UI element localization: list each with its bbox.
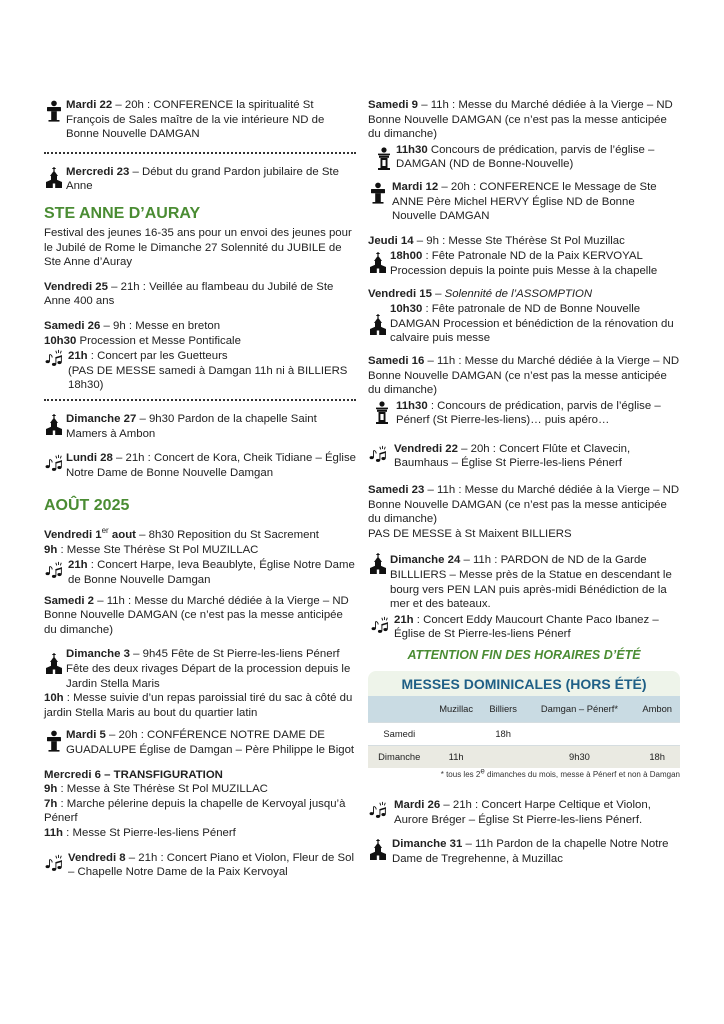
masses-table: [368, 696, 680, 768]
table-cell: 11h: [431, 746, 482, 769]
table-footnote: * tous les 2e dimanches du mois, messe à Pénerf et non à Damgan: [440, 766, 680, 780]
music-notes-icon: [368, 800, 388, 822]
section-title-ste-anne: STE ANNE D’AURAY: [44, 204, 201, 222]
table-header: Billiers: [482, 696, 525, 723]
chapel-icon: [368, 252, 388, 274]
event-festival-jeunes: Festival des jeunes 16-35 ans pour un envoi des jeunes pour le Jubilé de Rome le Dimanche 27 Solennité du JUBILE de Ste Anne d’Auray: [44, 226, 352, 269]
table-cell: Samedi: [368, 723, 431, 746]
event-samedi-26: Samedi 26 – 9h : Messe en breton 10h30 Procession et Messe Pontificale 21h : Concert par les Guetteurs (PAS DE MESSE samedi à Damgan 11h ni à BILLIERS 18h30): [44, 319, 356, 393]
preaching-sub-entry: 11h30 : Concours de prédication, parvis de l’église – Pénerf (St Pierre-les-liens)… puis apéro…: [368, 399, 680, 428]
preaching-sub-entry: 11h30 Concours de prédication, parvis de l’église – DAMGAN (ND de Bonne-Nouvelle): [368, 143, 680, 172]
table-header: Damgan – Pénerf*: [525, 696, 635, 723]
speaker-icon: [44, 730, 64, 752]
preacher-pulpit-icon: [374, 147, 394, 169]
event-lundi-28: Lundi 28 – 21h : Concert de Kora, Cheik Tidiane – Église Notre Dame de Bonne Nouvelle Damgan: [44, 451, 356, 480]
table-cell: 18h: [634, 746, 680, 769]
event-samedi-9: Samedi 9 – 11h : Messe du Marché dédiée à la Vierge – ND Bonne Nouvelle DAMGAN (ce n’est pas la messe anticipée du dimanche) 11h30 Concours de prédication, parvis de l’église – DAMGAN (ND de Bonne-Nouvelle): [368, 98, 680, 172]
chapel-icon: [368, 553, 388, 575]
masses-table-title: MESSES DOMINICALES (HORS ÉTÉ): [368, 671, 680, 697]
chapel-icon: [44, 167, 64, 189]
table-cell: [634, 723, 680, 746]
table-header: [368, 696, 431, 723]
event-samedi-16: Samedi 16 – 11h : Messe du Marché dédiée à la Vierge – ND Bonne Nouvelle DAMGAN (ce n’est pas la messe anticipée du dimanche) 11h30 : Concours de prédication, parvis de l’église – Pénerf (St Pierre-les-liens)… puis apéro…: [368, 354, 680, 427]
music-notes-icon: [44, 453, 64, 475]
table-header-row: [368, 696, 680, 723]
event-mercredi-6: Mercredi 6 – TRANSFIGURATION 9h : Messe à Ste Thérèse St Pol MUZILLAC 7h : Marche pélerine depuis la chapelle de Kervoyal jusqu’à Pénerf 11h : Messe St Pierre-les-liens Pénerf: [44, 768, 346, 839]
preacher-pulpit-icon: [372, 401, 392, 423]
concert-sub-entry: 21h : Concert par les Guetteurs (PAS DE MESSE samedi à Damgan 11h ni à BILLIERS 18h30): [42, 349, 356, 393]
event-dimanche-24: [368, 553, 680, 642]
table-cell: [431, 723, 482, 746]
event-mercredi-23: Mercredi 23 – Début du grand Pardon jubilaire de Ste Anne: [44, 165, 356, 194]
table-cell: [525, 723, 635, 746]
table-cell: 9h30: [525, 746, 635, 769]
table-cell: [482, 746, 525, 769]
section-title-aout: AOÛT 2025: [44, 497, 130, 515]
fete-sub-entry: 10h30 : Fête patronale de ND de Bonne Nouvelle DAMGAN Procession et bénédiction de la rénovation du calvaire puis messe: [368, 302, 680, 346]
fete-sub-entry: 18h00 : Fête Patronale ND de la Paix KERVOYAL Procession depuis la pointe puis Messe à la chapelle: [368, 249, 680, 278]
chapel-icon: [44, 653, 64, 675]
dotted-divider: [44, 152, 356, 154]
event-vendredi-25: Vendredi 25 – 21h : Veillée au flambeau du Jubilé de Ste Anne 400 ans: [44, 280, 334, 308]
chapel-icon: [368, 314, 388, 336]
music-notes-icon: [44, 853, 64, 875]
attention-notice: ATTENTION FIN DES HORAIRES D’ÉTÉ: [407, 648, 641, 662]
event-samedi-23: Samedi 23 – 11h : Messe du Marché dédiée à la Vierge – ND Bonne Nouvelle DAMGAN (ce n’est pas la messe anticipée du dimanche) PAS DE MESSE à St Maixent BILLIERS: [368, 484, 680, 540]
table-row: [368, 746, 680, 769]
table-cell: 18h: [482, 723, 525, 746]
event-vendredi-1: Vendredi 1er aout – 8h30 Reposition du St Sacrement 9h : Messe Ste Thérèse St Pol MUZILLAC 21h : Concert Harpe, Ieva Beaublyte, Église Notre Dame de Bonne Nouvelle Damgan: [44, 526, 355, 587]
chapel-icon: [44, 414, 64, 436]
speaker-icon: [368, 182, 388, 204]
concert-sub-entry: 21h : Concert Eddy Maucourt Chante Paco Ibanez – Église de St Pierre-les-liens Pénerf: [368, 613, 680, 642]
concert-sub-entry: 21h : Concert Harpe, Ieva Beaublyte, Église Notre Dame de Bonne Nouvelle Damgan: [42, 558, 356, 587]
event-mardi-5: Mardi 5 – 20h : CONFÉRENCE NOTRE DAME DE GUADALUPE Église de Damgan – Père Philippe le Bigot: [44, 728, 356, 757]
table-header: Muzillac: [431, 696, 482, 723]
pardon-sub-entry: Dimanche 24 – 11h : PARDON de ND de la Garde BILLLIERS – Messe près de la Statue en descendant le bourg vers PEN LAN puis après-midi Bénédiction de la mer et des bateaux.: [368, 553, 680, 611]
event-dimanche-31: Dimanche 31 – 11h Pardon de la chapelle Notre Notre Dame de Tregrehenne, à Muzillac: [368, 837, 680, 866]
event-jeudi-14: Jeudi 14 – 9h : Messe Ste Thérèse St Pol Muzillac 18h00 : Fête Patronale ND de la Paix KERVOYAL Procession depuis la pointe puis Messe à la chapelle: [368, 234, 680, 279]
music-notes-icon: [44, 348, 64, 370]
event-mardi-26: Mardi 26 – 21h : Concert Harpe Celtique et Violon, Aurore Bréger – Église St Pierre-les-liens Pénerf.: [368, 798, 680, 827]
music-notes-icon: [44, 560, 64, 582]
event-vendredi-15: Vendredi 15 – Solennité de l’ASSOMPTION 10h30 : Fête patronale de ND de Bonne Nouvelle DAMGAN Procession et bénédiction de la rénovation du calvaire puis messe: [368, 287, 680, 346]
table-row: [368, 723, 680, 746]
chapel-icon: [368, 839, 388, 861]
event-dimanche-27: Dimanche 27 – 9h30 Pardon de la chapelle Saint Mamers à Ambon: [44, 412, 356, 441]
table-header: Ambon: [634, 696, 680, 723]
left-column: [44, 98, 356, 890]
music-notes-icon: [370, 615, 390, 637]
speaker-icon: [44, 100, 64, 122]
event-vendredi-22: Vendredi 22 – 20h : Concert Flûte et Clavecin, Baumhaus – Église St Pierre-les-liens Pénerf: [368, 442, 680, 471]
masses-table-box: [368, 671, 680, 781]
event-dimanche-3: Dimanche 3 – 9h45 Fête de St Pierre-les-liens Pénerf Fête des deux rivages Départ de la procession depuis le Jardin Stella Maris 10h : Messe suivie d’un repas paroissial tiré du sac à côté du jardin Stella Maris au bout du quartier latin: [44, 647, 356, 720]
dotted-divider: [44, 399, 356, 401]
event-mardi-12: Mardi 12 – 20h : CONFERENCE le Message de Ste ANNE Père Michel HERVY Église ND de Bonne Nouvelle DAMGAN: [368, 180, 680, 224]
music-notes-icon: [368, 444, 388, 466]
table-cell: Dimanche: [368, 746, 431, 769]
right-column: [368, 98, 680, 877]
event-vendredi-8: Vendredi 8 – 21h : Concert Piano et Violon, Fleur de Sol – Chapelle Notre Dame de la Paix Kervoyal: [44, 851, 356, 880]
pardon-sub-entry: Dimanche 3 – 9h45 Fête de St Pierre-les-liens Pénerf Fête des deux rivages Départ de la procession depuis le Jardin Stella Maris: [44, 647, 356, 691]
event-samedi-2: Samedi 2 – 11h : Messe du Marché dédiée à la Vierge – ND Bonne Nouvelle DAMGAN (ce n’est pas la messe anticipée du dimanche): [44, 594, 349, 636]
event-mardi-22: Mardi 22 – 20h : CONFERENCE la spiritualité St François de Sales maître de la vie intérieure ND de Bonne Nouvelle DAMGAN: [44, 98, 356, 142]
